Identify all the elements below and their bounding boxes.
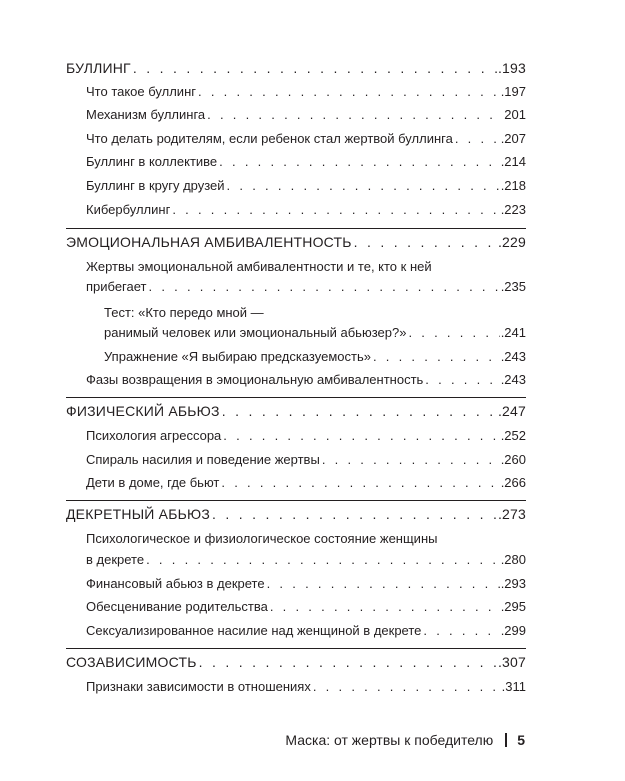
toc-chapter-maternity-abuse[interactable]: [66, 506, 526, 522]
toc-entry-first-line: Жертвы эмоциональной амбивалентности и те, кто к ней: [86, 259, 432, 274]
dot-leader: [408, 325, 499, 341]
toc-page-number: .299: [500, 623, 526, 638]
toc-page-number: .214: [500, 154, 526, 169]
toc-entry[interactable]: [86, 178, 526, 194]
dot-leader: [455, 131, 500, 147]
dot-leader: [270, 599, 500, 615]
toc-page-number: 201: [504, 107, 526, 122]
dot-leader: [322, 452, 500, 468]
dot-leader: [267, 576, 500, 592]
dot-leader: [212, 506, 497, 522]
toc-page-number: .307: [497, 654, 526, 670]
dot-leader: [354, 234, 497, 250]
toc-chapter-codependency[interactable]: [66, 654, 526, 670]
dot-leader: [223, 428, 499, 444]
toc-page-number: .295: [500, 599, 526, 614]
dot-leader: [425, 372, 499, 388]
dot-leader: [221, 475, 499, 491]
toc-entry-title: Психология агрессора: [86, 428, 222, 443]
toc-entry[interactable]: [86, 679, 526, 695]
toc-entry[interactable]: [86, 452, 526, 468]
toc-chapter-title: ФИЗИЧЕСКИЙ АБЬЮЗ: [66, 403, 220, 419]
toc-page-number: .197: [500, 84, 526, 99]
toc-entry[interactable]: [104, 325, 526, 341]
dot-leader: [172, 202, 499, 218]
toc-entry[interactable]: [86, 279, 526, 295]
toc-page-number: .293: [500, 576, 526, 591]
section-divider: [66, 500, 526, 501]
toc-chapter-bullying[interactable]: [66, 60, 526, 76]
page-number: 5: [517, 732, 525, 748]
dot-leader: [146, 552, 500, 568]
toc-chapter-title: ДЕКРЕТНЫЙ АБЬЮЗ: [66, 506, 210, 522]
section-divider: [66, 397, 526, 398]
toc-entry-title: Буллинг в коллективе: [86, 154, 218, 169]
toc-entry[interactable]: [86, 372, 526, 388]
toc-page-number: .235: [500, 279, 526, 294]
toc-page-number: .193: [497, 60, 526, 76]
toc-page-number: .273: [497, 506, 526, 522]
toc-entry-title: в декрете: [86, 552, 145, 567]
toc-entry[interactable]: [86, 154, 526, 170]
toc-entry-first-line: Психологическое и физиологическое состояние женщины: [86, 531, 438, 546]
toc-entry-title: Упражнение «Я выбираю предсказуемость»: [104, 349, 371, 364]
toc-entry-title: Дети в доме, где бьют: [86, 475, 220, 490]
toc-page-number: .247: [497, 403, 526, 419]
toc-page-number: .243: [500, 349, 526, 364]
dot-leader: [199, 654, 497, 670]
toc-page-number: .223: [500, 202, 526, 217]
toc-chapter-emotional-ambivalence[interactable]: [66, 234, 526, 250]
dot-leader: [207, 107, 503, 123]
toc-page-number: .266: [500, 475, 526, 490]
dot-leader: [219, 154, 500, 170]
toc-chapter-title: БУЛЛИНГ: [66, 60, 131, 76]
dot-leader: [423, 623, 499, 639]
toc-entry-title: Обесценивание родительства: [86, 599, 268, 614]
toc-entry[interactable]: [86, 623, 526, 639]
dot-leader: [133, 60, 497, 76]
toc-entry-first-line: Тест: «Кто передо мной —: [104, 305, 264, 320]
toc-page-number: .311: [501, 679, 526, 694]
dot-leader: [198, 84, 500, 100]
toc-entry[interactable]: [86, 552, 526, 568]
toc-page-number: .260: [500, 452, 526, 467]
toc-chapter-title: ЭМОЦИОНАЛЬНАЯ АМБИВАЛЕНТНОСТЬ: [66, 234, 352, 250]
book-title: Маска: от жертвы к победителю: [285, 732, 494, 748]
dot-leader: [222, 403, 497, 419]
toc-entry-title: Сексуализированное насилие над женщиной в декрете: [86, 623, 422, 638]
toc-entry-title: Механизм буллинга: [86, 107, 206, 122]
toc-page-number: .207: [500, 131, 526, 146]
page-footer: [285, 732, 525, 748]
dot-leader: [227, 178, 500, 194]
section-divider: [66, 228, 526, 229]
toc-entry-title: Буллинг в кругу друзей: [86, 178, 225, 193]
toc-chapter-physical-abuse[interactable]: [66, 403, 526, 419]
toc-entry-title: Финансовый абьюз в декрете: [86, 576, 265, 591]
toc-entry-title: ранимый человек или эмоциональный абьюзер?»: [104, 325, 407, 340]
toc-page-number: .229: [497, 234, 526, 250]
dot-leader: [313, 679, 501, 695]
toc-entry[interactable]: [86, 84, 526, 100]
toc-page-number: .241: [500, 325, 526, 340]
footer-divider: [505, 733, 507, 747]
toc-entry-title: прибегает: [86, 279, 147, 294]
toc-entry[interactable]: [86, 428, 526, 444]
toc-entry-title: Что такое буллинг: [86, 84, 196, 99]
dot-leader: [149, 279, 500, 295]
dot-leader: [373, 349, 500, 365]
toc-entry-title: Спираль насилия и поведение жертвы: [86, 452, 320, 467]
toc-entry[interactable]: [86, 202, 526, 218]
toc-entry-title: Кибербуллинг: [86, 202, 171, 217]
toc-entry[interactable]: [86, 131, 526, 147]
section-divider: [66, 648, 526, 649]
toc-page-number: .252: [500, 428, 526, 443]
toc-entry[interactable]: [104, 349, 526, 365]
toc-entry-title: Фазы возвращения в эмоциональную амбивалентность: [86, 372, 424, 387]
toc-entry[interactable]: [86, 576, 526, 592]
toc-page-number: .280: [500, 552, 526, 567]
toc-entry[interactable]: [86, 107, 526, 123]
toc-entry[interactable]: [86, 475, 526, 491]
toc-entry-title: Признаки зависимости в отношениях: [86, 679, 311, 694]
toc-entry-title: Что делать родителям, если ребенок стал жертвой буллинга: [86, 131, 453, 146]
toc-entry[interactable]: [86, 599, 526, 615]
toc-page-number: .218: [500, 178, 526, 193]
toc-chapter-title: СОЗАВИСИМОСТЬ: [66, 654, 197, 670]
toc-page-number: .243: [500, 372, 526, 387]
